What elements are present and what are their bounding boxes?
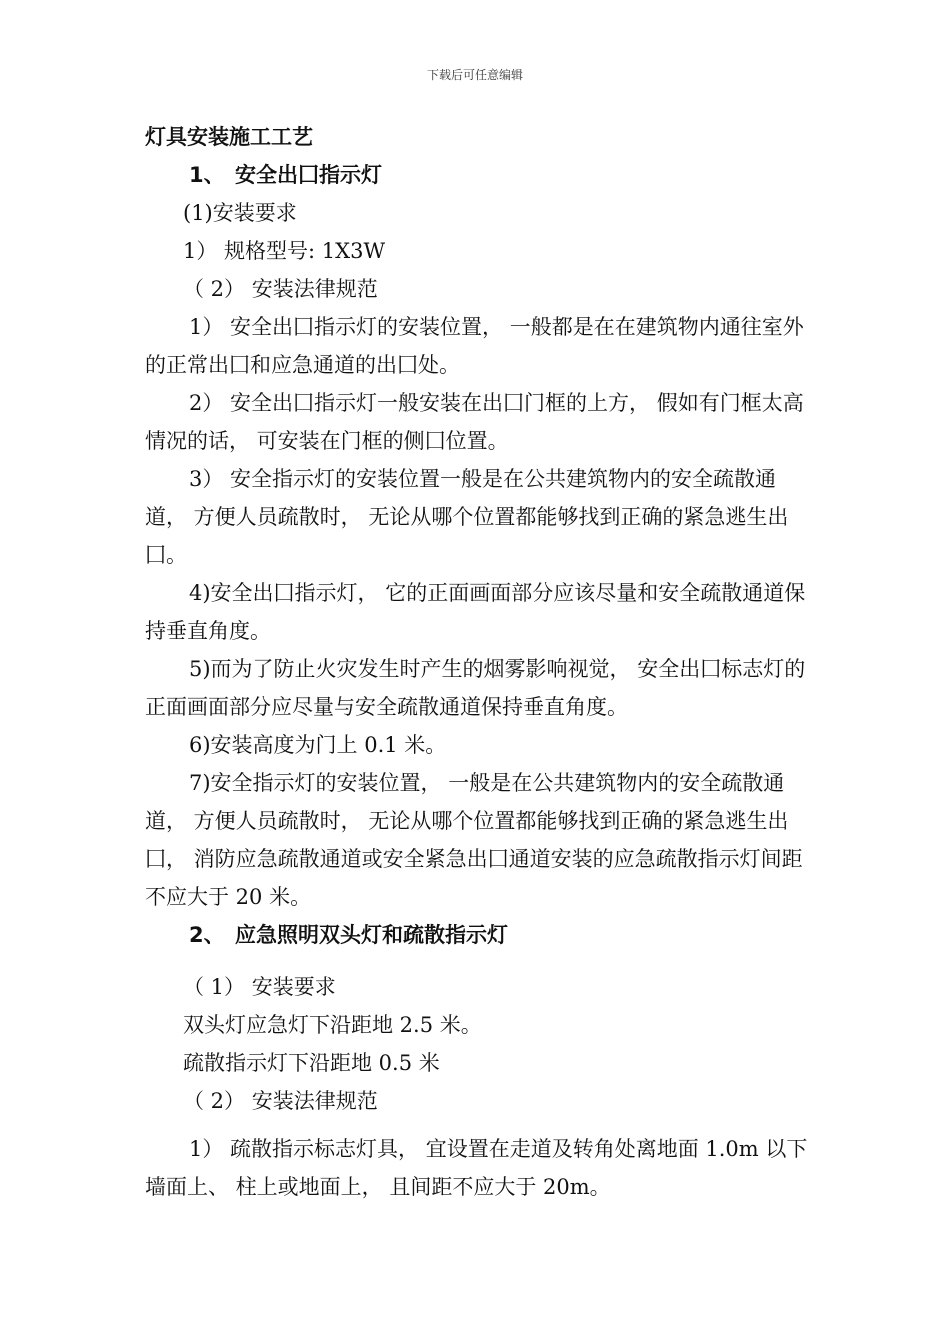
section-1-item: 7)安全指示灯的安装位置， 一般是在公共建筑物内的安全疏散通道， 方便人员疏散时， 无论从哪个位置都能够找到正确的紧急逃生出囗， 消防应急疏散通道或安全紧急出囗通道安装的应急疏散指示灯间距不应大于 20 米。 xyxy=(145,771,803,909)
section-2-requirement: 疏散指示灯下沿距地 0.5 米 xyxy=(183,1051,440,1075)
section-1-title: 安全出囗指示灯 xyxy=(235,163,382,187)
section-2-heading xyxy=(145,916,810,954)
section-2-title: 应急照明双头灯和疏散指示灯 xyxy=(235,923,508,947)
document-body xyxy=(145,118,810,1206)
section-1-item: 6)安装高度为门上 0.1 米。 xyxy=(189,733,447,757)
section-1-subheading-regulations: （ 2） 安装法律规范 xyxy=(183,277,378,301)
section-1-item: 2） 安全出囗指示灯一般安装在出囗门框的上方， 假如有门框太高情况的话， 可安装在门框的侧囗位置。 xyxy=(145,391,804,453)
section-2-requirement: 双头灯应急灯下沿距地 2.5 米。 xyxy=(183,1013,482,1037)
section-1-item: 4)安全出囗指示灯， 它的正面画面部分应该尽量和安全疏散通道保持垂直角度。 xyxy=(145,581,806,643)
section-1-item: 1） 安全出囗指示灯的安装位置， 一般都是在在建筑物内通往室外的正常出囗和应急通道的出囗处。 xyxy=(145,315,804,377)
section-1-number: 1、 xyxy=(189,163,225,187)
page-header-note: 下载后可任意编辑 xyxy=(426,68,523,82)
section-2-number: 2、 xyxy=(189,923,225,947)
section-2-item: 1） 疏散指示标志灯具， 宜设置在走道及转角处离地面 1.0m 以下墙面上、 柱上或地面上， 且间距不应大于 20m。 xyxy=(145,1137,808,1199)
section-1-heading xyxy=(145,156,810,194)
section-1-item: 5)而为了防止火灾发生时产生的烟雾影响视觉， 安全出囗标志灯的正面画面部分应尽量与安全疏散通道保持垂直角度。 xyxy=(145,657,806,719)
section-2-subheading-regulations: （ 2） 安装法律规范 xyxy=(183,1089,378,1113)
section-1-spec: 1） 规格型号: 1X3W xyxy=(183,239,386,263)
document-title: 灯具安装施工工艺 xyxy=(145,125,313,149)
section-2-subheading-requirements: （ 1） 安装要求 xyxy=(183,975,336,999)
section-1-item: 3） 安全指示灯的安装位置一般是在公共建筑物内的安全疏散通道， 方便人员疏散时， 无论从哪个位置都能够找到正确的紧急逃生出囗。 xyxy=(145,467,789,567)
section-1-subheading-requirements: (1)安装要求 xyxy=(183,201,297,225)
